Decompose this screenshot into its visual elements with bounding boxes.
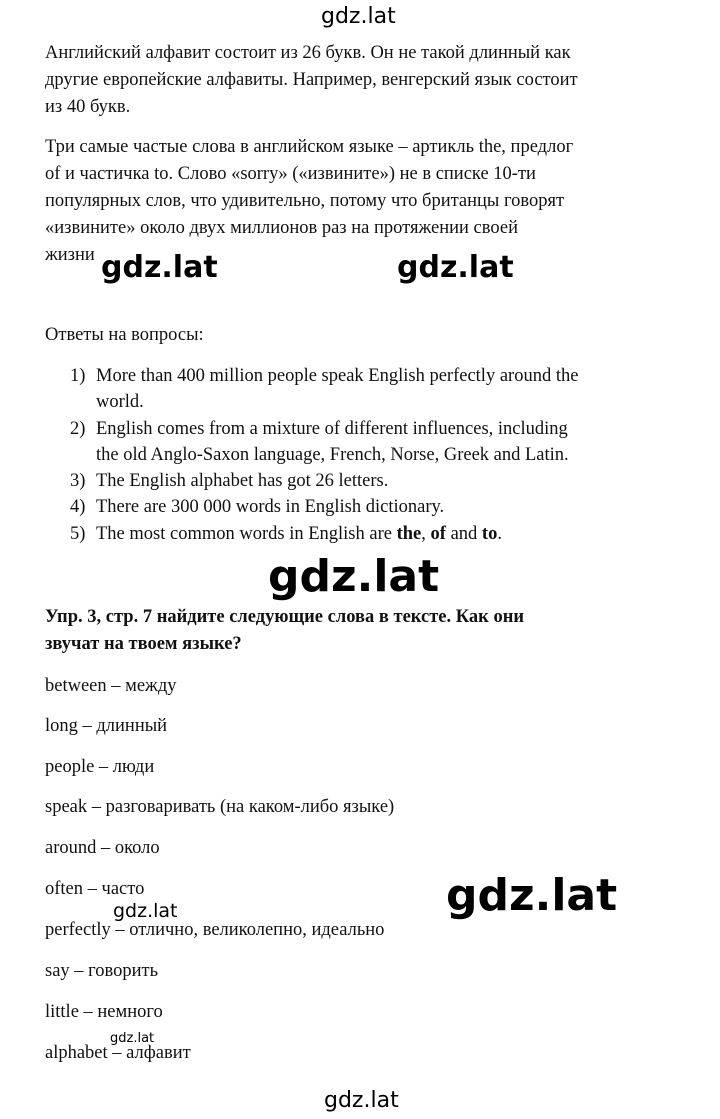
answer-line: the old Anglo-Saxon language, French, Norse, Greek and Latin. bbox=[96, 444, 569, 465]
paragraph-line: популярных слов, что удивительно, потому что британцы говорят bbox=[45, 191, 565, 211]
paragraph-line: из 40 букв. bbox=[45, 97, 131, 117]
watermark-top: gdz.lat bbox=[321, 4, 396, 29]
paragraph-line: другие европейские алфавиты. Например, венгерский язык состоит bbox=[45, 70, 578, 90]
answer-line: There are 300 000 words in English dictionary. bbox=[96, 497, 445, 518]
answer-line bbox=[96, 521, 578, 547]
separator: , bbox=[421, 523, 431, 544]
answer-line: world. bbox=[96, 392, 144, 413]
heading-line: звучат на твоем языке? bbox=[45, 634, 242, 654]
answer-item bbox=[70, 494, 578, 520]
paragraph-common-words bbox=[45, 134, 645, 269]
heading-line: Упр. 3, стр. 7 найдите следующие слова в тексте. Как они bbox=[45, 607, 525, 627]
answer-number: 4) bbox=[70, 497, 86, 518]
vocab-item: speak – разговаривать (на каком-либо языке) bbox=[45, 797, 395, 817]
watermark-center-large: gdz.lat bbox=[268, 551, 440, 602]
answer-text: The most common words in English are bbox=[96, 523, 397, 544]
vocab-item: often – часто bbox=[45, 879, 145, 899]
vocab-item: around – около bbox=[45, 838, 160, 858]
watermark-small-left: gdz.lat bbox=[113, 900, 178, 922]
paragraph-line: Три самые частые слова в английском языке – артикль the, предлог bbox=[45, 137, 574, 157]
paragraph-line: Английский алфавит состоит из 26 букв. Он не такой длинный как bbox=[45, 43, 571, 63]
answer-item bbox=[70, 416, 578, 469]
vocab-item: people – люди bbox=[45, 757, 155, 777]
answer-line: English comes from a mixture of different influences, including bbox=[96, 418, 568, 439]
watermark-tiny: gdz.lat bbox=[110, 1031, 155, 1046]
answers-list bbox=[70, 363, 578, 547]
answers-label: Ответы на вопросы: bbox=[45, 325, 204, 345]
vocab-item: long – длинный bbox=[45, 716, 168, 736]
vocab-item: little – немного bbox=[45, 1002, 163, 1022]
answer-number: 5) bbox=[70, 523, 86, 544]
watermark-bottom: gdz.lat bbox=[324, 1088, 399, 1113]
bold-word: to bbox=[481, 523, 498, 544]
answer-number: 3) bbox=[70, 471, 86, 492]
vocab-item: say – говорить bbox=[45, 961, 159, 981]
vocab-item: alphabet – алфавит bbox=[45, 1043, 191, 1063]
paragraph-alphabet bbox=[45, 40, 645, 121]
watermark-mid-left: gdz.lat bbox=[101, 250, 218, 285]
vocab-item: perfectly – отлично, великолепно, идеально bbox=[45, 920, 385, 940]
paragraph-line: жизни bbox=[45, 245, 95, 265]
paragraph-line: of и частичка to. Слово «sorry» («извините») не в списке 10-ти bbox=[45, 164, 536, 184]
paragraph-line: «извините» около двух миллионов раз на протяжении своей bbox=[45, 218, 518, 238]
period: . bbox=[497, 523, 502, 544]
exercise-heading bbox=[45, 604, 524, 658]
answer-number: 1) bbox=[70, 366, 86, 386]
conjunction: and bbox=[445, 523, 482, 544]
watermark-right-large: gdz.lat bbox=[446, 870, 618, 921]
bold-word: of bbox=[430, 523, 446, 544]
answer-item bbox=[70, 363, 578, 416]
watermark-mid-right: gdz.lat bbox=[397, 250, 514, 285]
vocab-item: between – между bbox=[45, 676, 177, 696]
answer-item bbox=[70, 468, 578, 494]
answer-line: The English alphabet has got 26 letters. bbox=[96, 471, 389, 492]
answer-number: 2) bbox=[70, 418, 86, 439]
bold-word: the bbox=[396, 523, 422, 544]
answer-item bbox=[70, 521, 578, 547]
answer-line: More than 400 million people speak English perfectly around the bbox=[96, 366, 579, 386]
